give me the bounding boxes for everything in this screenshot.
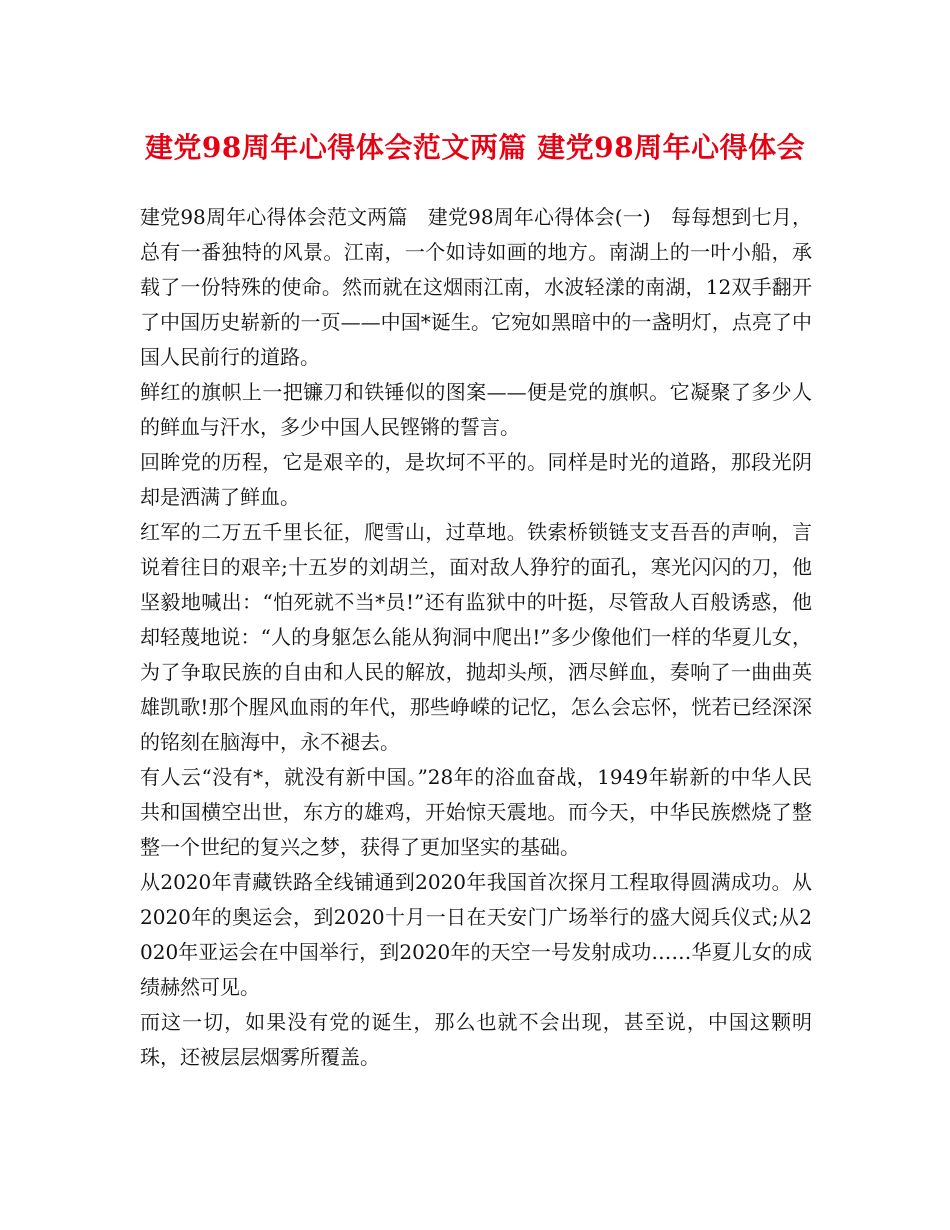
paragraph-conclusion: 而这一切，如果没有党的诞生，那么也就不会出现，甚至说，中国这颗明珠，还被层层烟雾所覆盖。	[140, 1010, 812, 1069]
paragraph-achievements: 从2020年青藏铁路全线铺通到2020年我国首次探月工程取得圆满成功。从2020年的奥运会，到2020十月一日在天安门广场举行的盛大阅兵仪式;从2020年亚运会在中国举行，到2020年的天空一号发射成功……华夏儿女的成绩赫然可见。	[140, 870, 812, 999]
paragraph-intro: 建党98周年心得体会范文两篇 建党98周年心得体会(一) 每每想到七月，总有一番独特的风景。江南，一个如诗如画的地方。南湖上的一叶小船，承载了一份特殊的使命。然而就在这烟雨江南，水波轻漾的南湖，12双手翻开了中国历史崭新的一页——中国*诞生。它宛如黑暗中的一盏明灯，点亮了中国人民前行的道路。	[140, 205, 812, 369]
document-body	[140, 200, 812, 1075]
paragraph-new-china: 有人云“没有*，就没有新中国。”28年的浴血奋战，1949年崭新的中华人民共和国横空出世，东方的雄鸡，开始惊天震地。而今天，中华民族燃烧了整整一个世纪的复兴之梦，获得了更加坚实的基础。	[140, 765, 812, 859]
paragraph-history: 回眸党的历程，它是艰辛的，是坎坷不平的。同样是时光的道路，那段光阴却是洒满了鲜血。	[140, 450, 812, 509]
paragraph-flag: 鲜红的旗帜上一把镰刀和铁锤似的图案——便是党的旗帜。它凝聚了多少人的鲜血与汗水，多少中国人民铿锵的誓言。	[140, 380, 812, 439]
document-title: 建党98周年心得体会范文两篇 建党98周年心得体会	[144, 131, 806, 164]
paragraph-long-march: 红军的二万五千里长征，爬雪山，过草地。铁索桥锁链支支吾吾的声响，言说着往日的艰辛;十五岁的刘胡兰，面对敌人狰狞的面孔，寒光闪闪的刀，他坚毅地喊出：“怕死就不当*员!”还有监狱中的叶挺，尽管敌人百般诱惑，他却轻蔑地说：“人的身躯怎么能从狗洞中爬出!”多少像他们一样的华夏儿女，为了争取民族的自由和人民的解放，抛却头颅，洒尽鲜血，奏响了一曲曲英雄凯歌!那个腥风血雨的年代，那些峥嵘的记忆，怎么会忘怀，恍若已经深深的铭刻在脑海中，永不褪去。	[140, 520, 812, 754]
